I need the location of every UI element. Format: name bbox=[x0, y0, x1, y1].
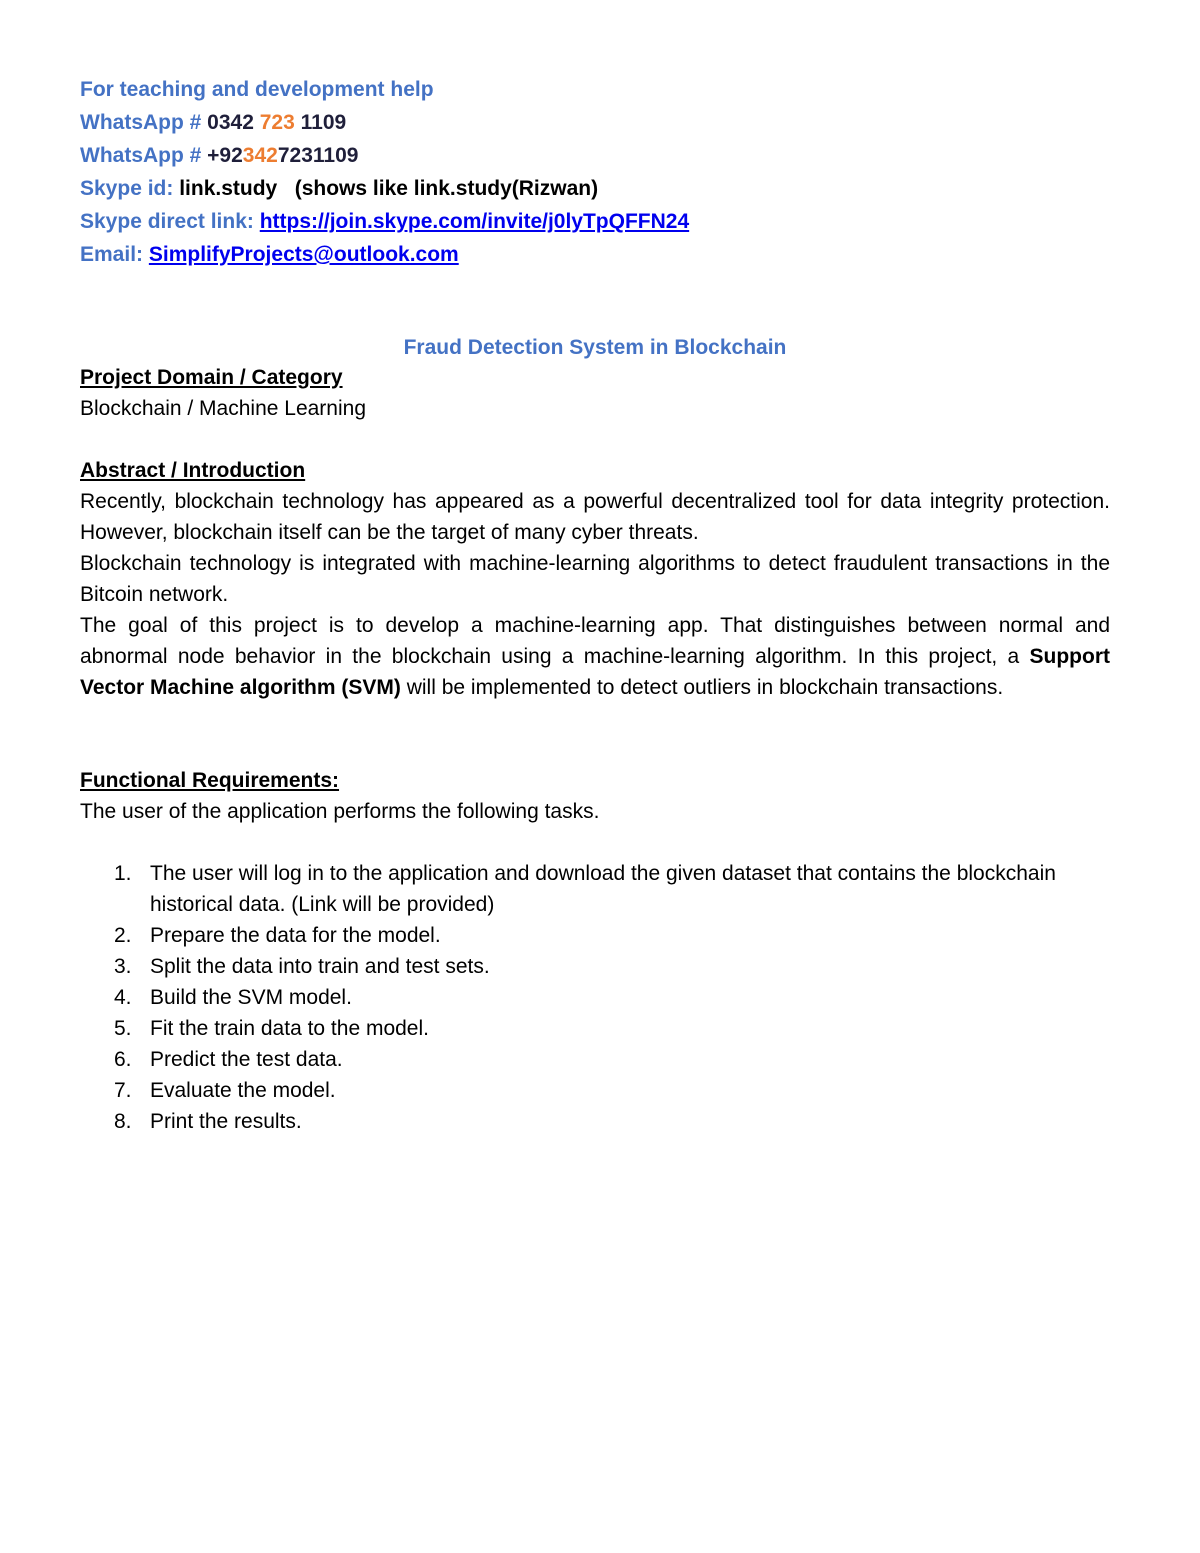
document-title: Fraud Detection System in Blockchain bbox=[403, 336, 787, 359]
list-text: The user will log in to the application and download the given dataset that contains the blockchain historical data. (Link will be provided) bbox=[150, 862, 1056, 916]
whatsapp-number-part: +92 bbox=[207, 144, 243, 167]
task-list bbox=[80, 858, 1110, 1137]
list-text: Print the results. bbox=[150, 1110, 302, 1133]
list-text: Prepare the data for the model. bbox=[150, 924, 441, 947]
whatsapp-label: WhatsApp # bbox=[80, 144, 208, 167]
whatsapp-number-part: 7231109 bbox=[277, 144, 359, 167]
list-item bbox=[80, 1013, 1110, 1044]
list-number: 8. bbox=[114, 1110, 132, 1133]
list-text: Split the data into train and test sets. bbox=[150, 955, 490, 978]
teaching-help-line: For teaching and development help bbox=[80, 78, 434, 101]
abstract-heading: Abstract / Introduction bbox=[80, 459, 306, 482]
whatsapp-number-part: 1109 bbox=[294, 111, 347, 134]
list-number: 5. bbox=[114, 1017, 132, 1040]
whatsapp-label: WhatsApp # bbox=[80, 111, 208, 134]
skype-link-label: Skype direct link: bbox=[80, 210, 260, 233]
abstract-text: The goal of this project is to develop a machine-learning app. That distinguishes between normal and abnormal node behavior in the blockchain using a machine-learning algorithm. In this project, a bbox=[80, 614, 1110, 668]
functional-intro: The user of the application performs the following tasks. bbox=[80, 800, 600, 823]
list-number: 7. bbox=[114, 1079, 132, 1102]
whatsapp-number-part: 0342 bbox=[207, 111, 260, 134]
skype-link-line bbox=[80, 206, 689, 237]
abstract-paragraph-1: Recently, blockchain technology has appeared as a powerful decentralized tool for data integrity protection. However, blockchain itself can be the target of many cyber threats. bbox=[80, 490, 1110, 544]
abstract-text: will be implemented to detect outliers in blockchain transactions. bbox=[400, 676, 1004, 699]
email-line bbox=[80, 239, 459, 270]
list-item bbox=[80, 1106, 1110, 1137]
list-item bbox=[80, 951, 1110, 982]
domain-heading: Project Domain / Category bbox=[80, 366, 343, 389]
skype-id-label: Skype id: bbox=[80, 177, 180, 200]
list-number: 1. bbox=[114, 862, 132, 885]
list-item bbox=[80, 858, 1110, 920]
email-link[interactable]: SimplifyProjects@outlook.com bbox=[148, 243, 459, 266]
list-text: Predict the test data. bbox=[150, 1048, 343, 1071]
whatsapp-line-2 bbox=[80, 140, 358, 171]
list-text: Fit the train data to the model. bbox=[150, 1017, 429, 1040]
skype-id-value: link.study (shows like link.study(Rizwan) bbox=[179, 177, 599, 200]
list-number: 3. bbox=[114, 955, 132, 978]
list-item bbox=[80, 1044, 1110, 1075]
svm-highlight: Support Vector Machine algorithm (SVM) bbox=[80, 645, 1110, 699]
list-item bbox=[80, 920, 1110, 951]
skype-id-line bbox=[80, 173, 598, 204]
functional-heading: Functional Requirements: bbox=[80, 769, 340, 792]
list-number: 2. bbox=[114, 924, 132, 947]
whatsapp-line-1 bbox=[80, 107, 346, 138]
list-number: 6. bbox=[114, 1048, 132, 1071]
whatsapp-number-part: 342 bbox=[242, 144, 278, 167]
list-number: 4. bbox=[114, 986, 132, 1009]
abstract-paragraph-3 bbox=[80, 610, 1110, 703]
list-item bbox=[80, 1075, 1110, 1106]
email-label: Email: bbox=[80, 243, 149, 266]
whatsapp-number-part: 723 bbox=[259, 111, 295, 134]
list-item bbox=[80, 982, 1110, 1013]
skype-invite-link[interactable]: https://join.skype.com/invite/j0lyTpQFFN24 bbox=[259, 210, 690, 233]
list-text: Build the SVM model. bbox=[150, 986, 352, 1009]
list-text: Evaluate the model. bbox=[150, 1079, 336, 1102]
domain-value: Blockchain / Machine Learning bbox=[80, 397, 367, 420]
abstract-paragraph-2: Blockchain technology is integrated with machine-learning algorithms to detect fraudulent transactions in the Bitcoin network. bbox=[80, 552, 1110, 606]
